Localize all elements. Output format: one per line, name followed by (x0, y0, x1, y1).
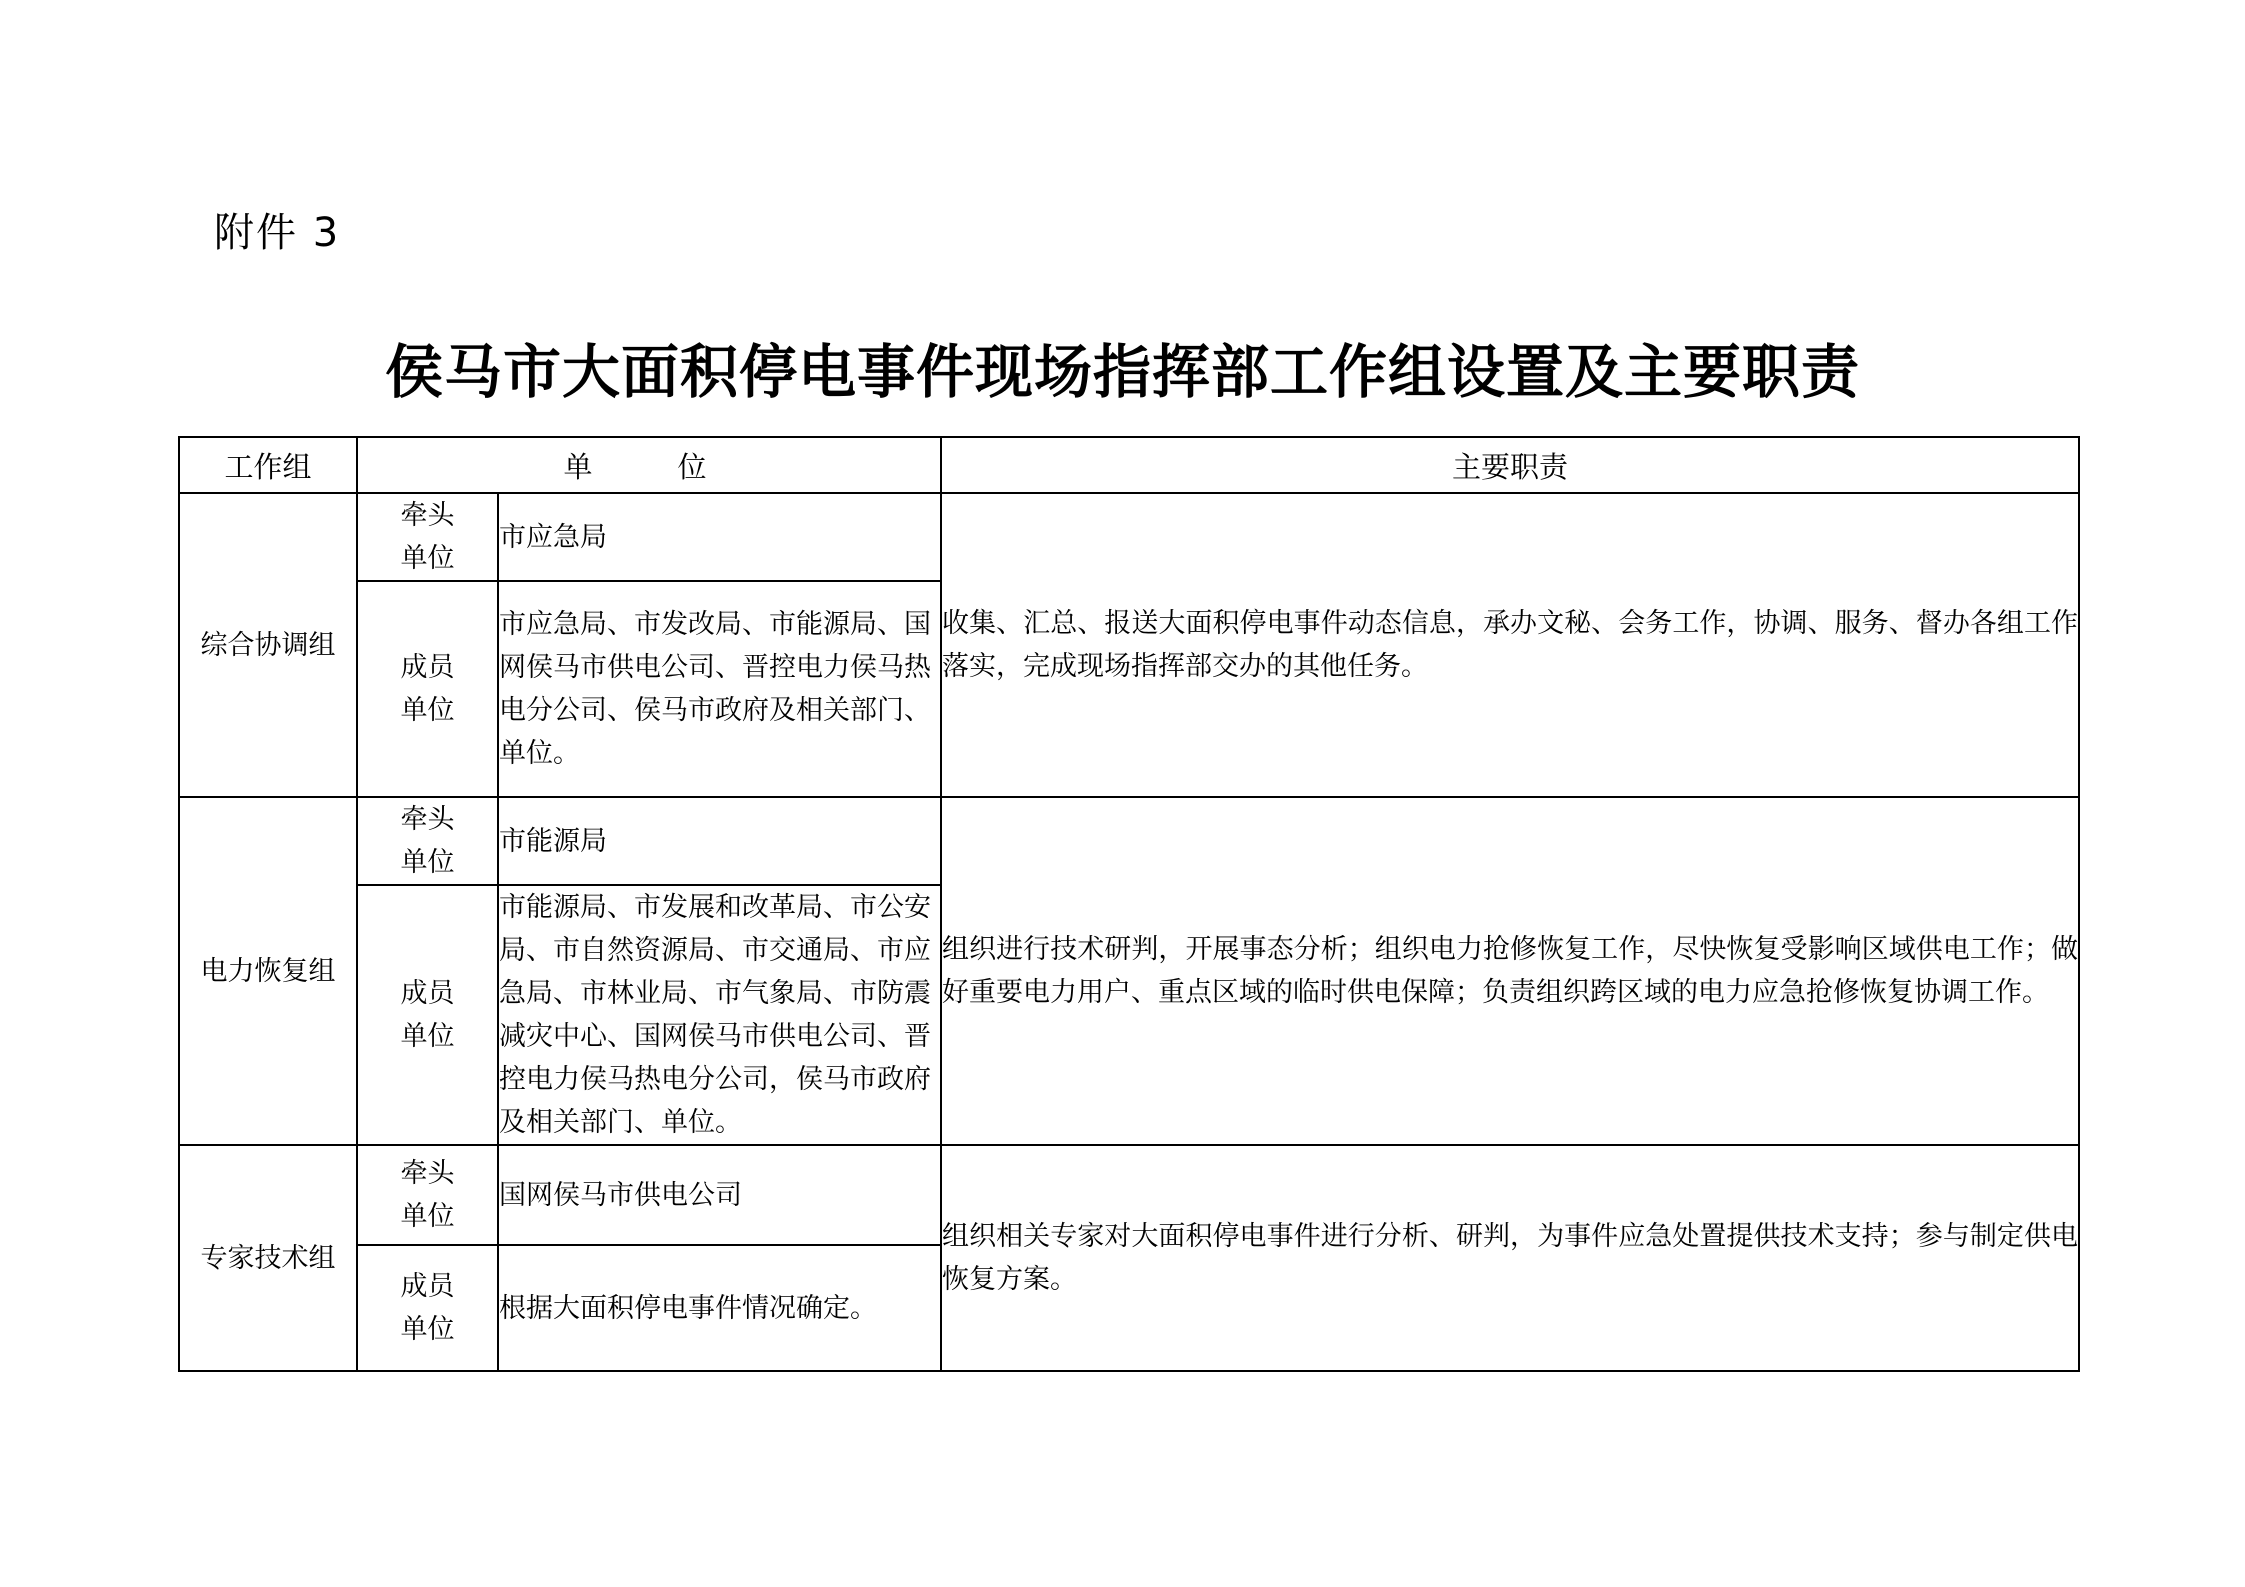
role-lead-line1: 牵头 (400, 500, 455, 531)
role-lead-line2: 单位 (400, 1201, 455, 1232)
lead-units: 市能源局 (498, 797, 941, 885)
role-member-line1: 成员 (400, 1271, 455, 1302)
role-lead-line2: 单位 (400, 847, 455, 878)
group-duty: 组织进行技术研判，开展事态分析；组织电力抢修恢复工作，尽快恢复受影响区域供电工作；做好重要电力用户、重点区域的临时供电保障；负责组织跨区域的电力应急抢修恢复协调工作。 (941, 797, 2079, 1145)
role-member-line1: 成员 (400, 978, 455, 1009)
role-member-line2: 单位 (400, 1314, 455, 1345)
group-name: 电力恢复组 (179, 797, 357, 1145)
header-unit (357, 437, 941, 493)
role-lead-line2: 单位 (400, 543, 455, 574)
work-group-table (178, 436, 2080, 1372)
role-member-line1: 成员 (400, 652, 455, 683)
group-name: 综合协调组 (179, 493, 357, 797)
member-units: 市能源局、市发展和改革局、市公安局、市自然资源局、市交通局、市应急局、市林业局、市气象局、市防震减灾中心、国网侯马市供电公司、晋控电力侯马热电分公司，侯马市政府及相关部门、单位。 (498, 885, 941, 1145)
role-member-line2: 单位 (400, 695, 455, 726)
role-member-line2: 单位 (400, 1021, 455, 1052)
role-member (357, 885, 498, 1145)
role-lead (357, 493, 498, 581)
member-units: 市应急局、市发改局、市能源局、国网侯马市供电公司、晋控电力侯马热电分公司、侯马市政府及相关部门、单位。 (498, 581, 941, 797)
role-lead-line1: 牵头 (400, 1158, 455, 1189)
table-header-row (179, 437, 2079, 493)
attachment-label: 附件 3 (214, 210, 341, 256)
group-duty: 组织相关专家对大面积停电事件进行分析、研判，为事件应急处置提供技术支持；参与制定供电恢复方案。 (941, 1145, 2079, 1371)
lead-units: 市应急局 (498, 493, 941, 581)
role-member (357, 581, 498, 797)
table-row (179, 493, 2079, 581)
table-row (179, 1145, 2079, 1245)
role-lead (357, 1145, 498, 1245)
header-unit-text: 单 位 (563, 449, 735, 484)
role-lead-line1: 牵头 (400, 804, 455, 835)
lead-units: 国网侯马市供电公司 (498, 1145, 941, 1245)
role-lead (357, 797, 498, 885)
group-duty: 收集、汇总、报送大面积停电事件动态信息，承办文秘、会务工作，协调、服务、督办各组工作落实，完成现场指挥部交办的其他任务。 (941, 493, 2079, 797)
header-work-group: 工作组 (179, 437, 357, 493)
role-member (357, 1245, 498, 1371)
document-title: 侯马市大面积停电事件现场指挥部工作组设置及主要职责 (384, 338, 1860, 406)
group-name: 专家技术组 (179, 1145, 357, 1371)
header-main-duty: 主要职责 (941, 437, 2079, 493)
member-units: 根据大面积停电事件情况确定。 (498, 1245, 941, 1371)
table-row (179, 797, 2079, 885)
